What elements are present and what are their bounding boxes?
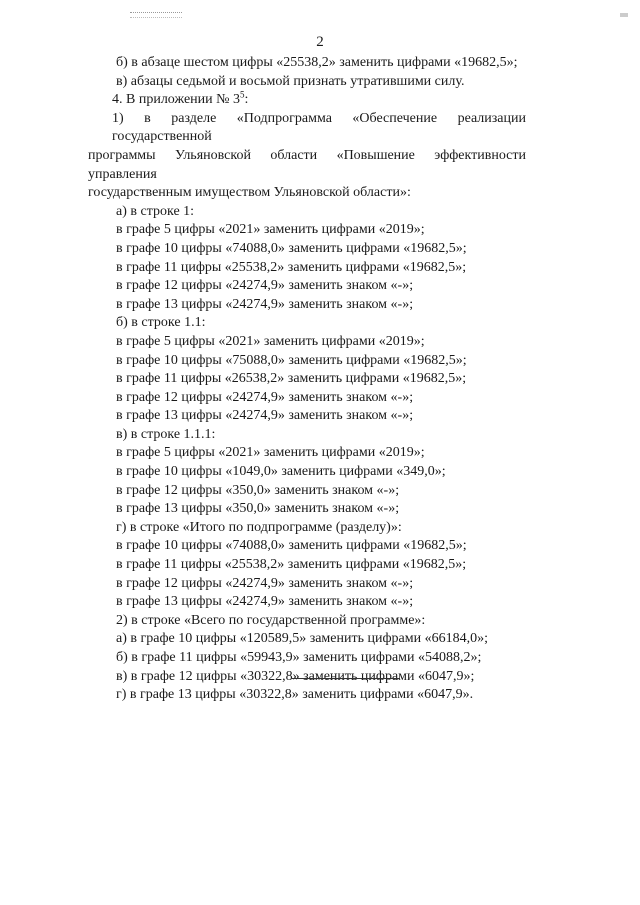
text-line [88,314,526,333]
text-line-content: в графе 11 цифры «25538,2» заменить цифрами «19682,5»; [116,259,467,275]
text-line-content: в графе 12 цифры «24274,9» заменить знаком «-»; [116,575,414,591]
text-line-content: в графе 5 цифры «2021» заменить цифрами «2019»; [116,222,425,238]
text-line-content: в графе 13 цифры «350,0» заменить знаком «-»; [116,501,400,517]
text-line [88,500,526,519]
text-line [88,147,526,184]
text-line [88,649,526,668]
text-line [88,203,526,222]
text-line-content: в графе 5 цифры «2021» заменить цифрами «2019»; [116,333,425,349]
text-line-content: 4. В приложении № 3 [112,92,240,108]
text-line [88,612,526,631]
text-line-content: в) в графе 12 цифры «30322,8» заменить цифрами «6047,9»; [116,668,475,684]
text-line-content: в графе 13 цифры «24274,9» заменить знаком «-»; [116,296,414,312]
text-line-content: в) в строке 1.1.1: [116,426,216,442]
end-rule [292,678,400,679]
text-line [88,482,526,501]
text-line [88,593,526,612]
text-line-content: а) в строке 1: [116,203,195,219]
text-line [88,556,526,575]
text-line [88,519,526,538]
text-line [88,352,526,371]
text-line-content: 2) в строке «Всего по государственной программе»: [116,612,426,628]
text-line-content: в графе 10 цифры «1049,0» заменить цифрами «349,0»; [116,464,446,480]
text-line-content: б) в графе 11 цифры «59943,9» заменить цифрами «54088,2»; [116,650,482,665]
text-line-content: в графе 5 цифры «2021» заменить цифрами «2019»; [116,445,425,461]
text-line [88,370,526,389]
text-line-content: программы Ульяновской области «Повышение эффективности управления [88,147,526,182]
text-line-content: в графе 12 цифры «24274,9» заменить знаком «-»; [116,389,414,405]
text-line-content: в графе 10 цифры «75088,0» заменить цифрами «19682,5»; [116,352,467,368]
text-line [88,389,526,408]
text-line-content: г) в строке «Итого по подпрограмме (разделу)»: [116,519,402,535]
text-line-content: г) в графе 13 цифры «30322,8» заменить цифрами «6047,9». [116,687,474,703]
page-number: 2 [316,34,324,50]
text-line [88,91,526,110]
text-line [88,296,526,315]
text-line [88,277,526,296]
text-line [88,426,526,445]
text-line-content: государственным имуществом Ульяновской области»: [88,185,411,201]
text-line [88,333,526,352]
text-line-tail: : [244,92,249,108]
text-line [88,630,526,649]
text-line [88,575,526,594]
text-line [88,259,526,278]
text-line [88,537,526,556]
document-body [88,54,526,705]
text-line-content: в графе 13 цифры «24274,9» заменить знаком «-»; [116,408,414,424]
text-line-content: б) в абзаце шестом цифры «25538,2» заменить цифрами «19682,5»; [116,55,518,70]
text-line [88,73,526,92]
scan-artifact [620,13,628,17]
text-line-content: в графе 13 цифры «24274,9» заменить знаком «-»; [116,594,414,610]
superscript: 5 [240,89,245,100]
text-line [88,110,526,147]
text-line-content: в графе 11 цифры «26538,2» заменить цифрами «19682,5»; [116,371,467,387]
text-line [88,221,526,240]
text-line-content: в графе 12 цифры «350,0» заменить знаком «-»; [116,482,400,498]
text-line-content: в графе 12 цифры «24274,9» заменить знаком «-»; [116,278,414,294]
text-line-content: в графе 10 цифры «74088,0» заменить цифрами «19682,5»; [116,538,467,554]
text-line-content: в) абзацы седьмой и восьмой признать утратившими силу. [116,73,465,89]
text-line [88,184,526,203]
scan-artifact [130,12,182,18]
text-line [88,463,526,482]
text-line [88,407,526,426]
text-line-content: 1) в разделе «Подпрограмма «Обеспечение реализации государственной [112,110,526,145]
text-line [88,686,526,705]
text-line-content: в графе 10 цифры «74088,0» заменить цифрами «19682,5»; [116,240,467,256]
text-line-content: б) в строке 1.1: [116,315,206,331]
text-line [88,444,526,463]
text-line [88,54,526,73]
text-line [88,240,526,259]
text-line-content: а) в графе 10 цифры «120589,5» заменить цифрами «66184,0»; [116,631,489,647]
text-line [88,668,526,687]
text-line-content: в графе 11 цифры «25538,2» заменить цифрами «19682,5»; [116,557,467,573]
